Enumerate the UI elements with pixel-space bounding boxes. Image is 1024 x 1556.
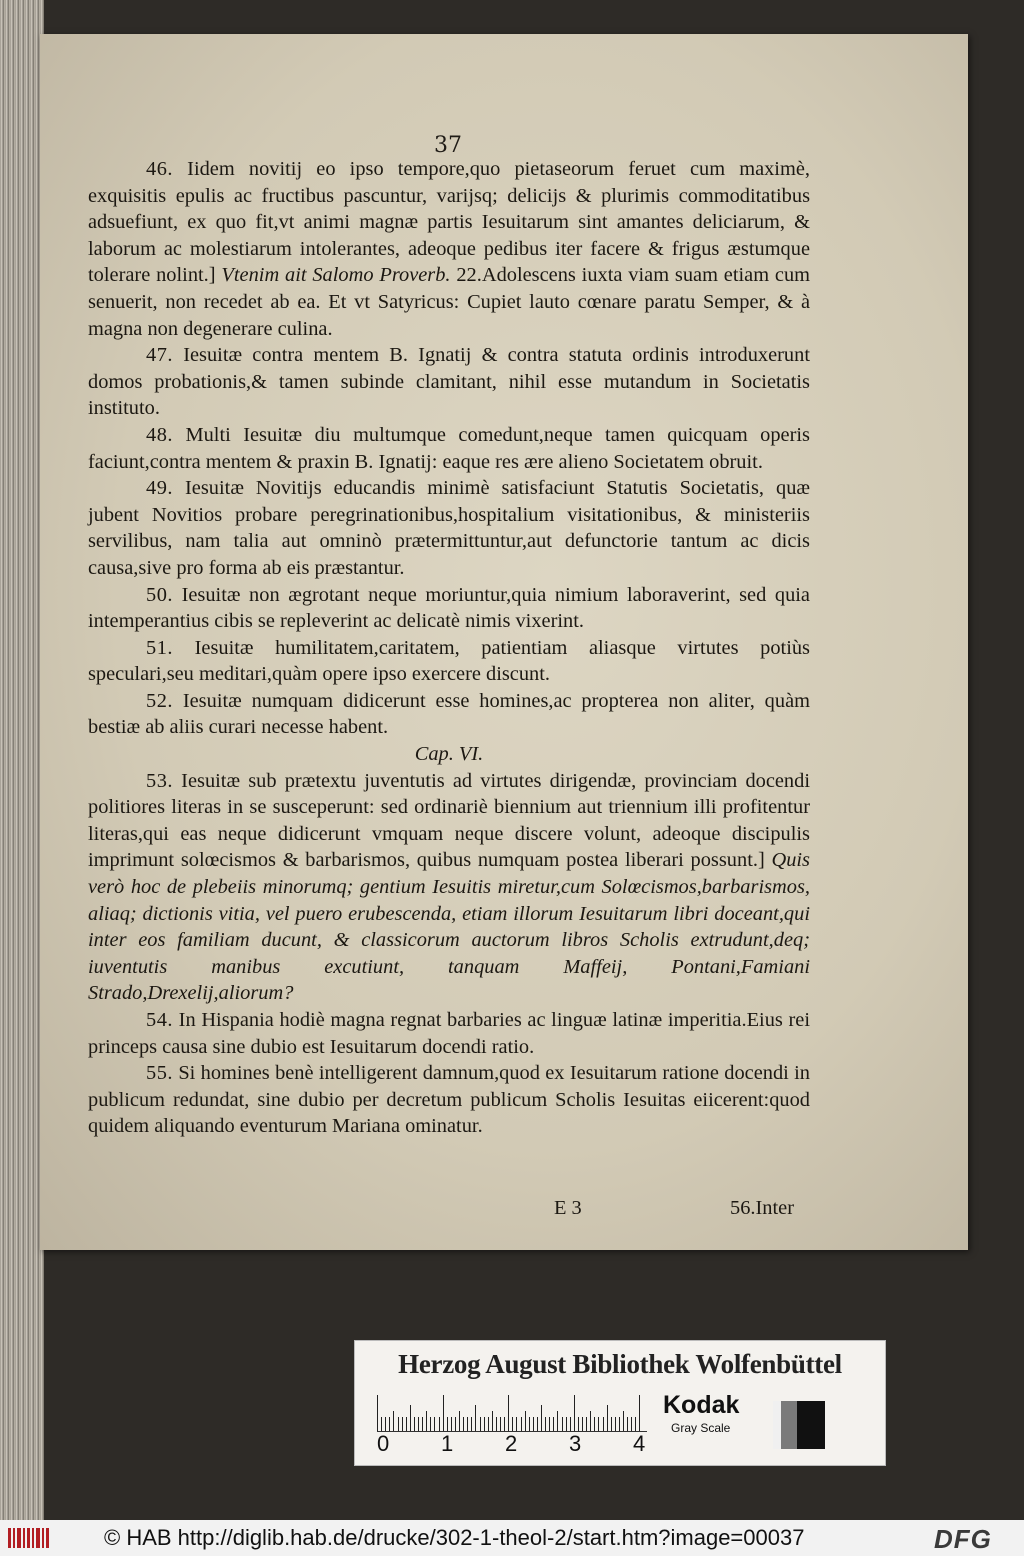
paragraph-tail: 22.Adolescens iuxta viam suam etiam cum senuerit, non recedet ab ea. Et vt Satyricus: Cupiet lauto cœnare paratu Semper, & à magna non degenerare culina. — [88, 264, 811, 340]
page-footer-row — [88, 1193, 794, 1223]
swatch-white — [773, 1401, 781, 1449]
ruler-number: 4 — [633, 1431, 646, 1456]
ruler-number: 1 — [441, 1431, 454, 1456]
ruler-tick — [639, 1395, 640, 1431]
paragraph-number: 50. — [146, 583, 173, 606]
ruler-tick — [553, 1417, 554, 1431]
ruler-tick — [430, 1417, 431, 1431]
ruler-tick — [504, 1417, 505, 1431]
gray-scale-label: Gray Scale — [671, 1421, 731, 1435]
credit-link[interactable]: © HAB http://diglib.hab.de/drucke/302-1-theol-2/start.htm?image=00037 — [104, 1525, 805, 1550]
bottom-bar — [0, 1520, 1024, 1556]
paragraph-50 — [88, 582, 810, 635]
ruler-tick — [512, 1417, 513, 1431]
paragraph-55 — [88, 1060, 810, 1140]
ruler-tick — [574, 1395, 575, 1431]
ruler-tick — [631, 1417, 632, 1431]
ruler-tick — [439, 1417, 440, 1431]
ruler-tick — [381, 1417, 382, 1431]
gray-swatches — [773, 1401, 825, 1449]
ruler-tick — [537, 1417, 538, 1431]
ruler-tick — [525, 1411, 526, 1431]
ruler-tick — [496, 1417, 497, 1431]
paragraph-number: 48. — [146, 423, 173, 446]
ruler-tick — [422, 1417, 423, 1431]
paragraph-text: In Hispania hodiè magna regnat barbaries ac linguæ latinæ imperitia.Eius rei princeps causa sine dubio est Iesuitarum docendi ratio. — [88, 1009, 810, 1058]
paragraph-49 — [88, 475, 810, 581]
paragraph-number: 54. — [146, 1009, 173, 1031]
ruler-tick — [594, 1417, 595, 1431]
paragraph-54 — [88, 1007, 810, 1060]
swatch-gray — [781, 1401, 797, 1449]
paragraph-text: Iesuitæ non ægrotant neque moriuntur,quia nimium laboraverint, sed quia intemperantius cibis se repleverint ac delicatè nimis vixerint. — [88, 583, 810, 633]
ruler-tick — [516, 1417, 517, 1431]
ruler-tick — [402, 1417, 403, 1431]
ruler-tick — [377, 1395, 378, 1431]
ruler-tick — [611, 1417, 612, 1431]
ruler-tick — [566, 1417, 567, 1431]
ruler-tick — [393, 1411, 394, 1431]
ruler-tick — [529, 1417, 530, 1431]
swatch-black — [797, 1401, 825, 1449]
book-edge — [0, 0, 44, 1520]
paragraph-number: 52. — [146, 689, 173, 712]
ruler-tick — [451, 1417, 452, 1431]
barcode-icon — [8, 1526, 50, 1550]
kodak-brand: Kodak — [663, 1391, 740, 1419]
ruler-tick — [410, 1405, 411, 1431]
ruler-tick — [434, 1417, 435, 1431]
ruler-number: 2 — [505, 1431, 518, 1456]
ruler-tick — [557, 1411, 558, 1431]
paragraph-51 — [88, 635, 810, 688]
catchword: 56.Inter — [730, 1197, 794, 1219]
paragraph-text: Multi Iesuitæ diu multumque comedunt,neque tamen quicquam operis faciunt,contra mentem & praxin B. Ignatij: eaque res ære alieno Societatem obruit. — [88, 423, 810, 473]
ruler-tick — [467, 1417, 468, 1431]
ruler-tick — [463, 1417, 464, 1431]
paragraph-text: Si homines benè intelligerent damnum,quod ex Iesuitarum ratione docendi in publicum redundat, sine dubio per decretum publicum Scholis Iesuitas eiicerent:quod quidem aliquando eventurum Mariana ominatur. — [88, 1062, 810, 1138]
ruler-tick — [471, 1417, 472, 1431]
paragraph-number: 53. — [146, 769, 173, 792]
ruler — [377, 1391, 647, 1432]
paragraph-47 — [88, 342, 810, 422]
ruler-tick — [426, 1411, 427, 1431]
ruler-tick — [607, 1405, 608, 1431]
paragraph-italic: Vtenim ait Salomo Proverb. — [221, 264, 451, 287]
ruler-tick — [545, 1417, 546, 1431]
ruler-tick — [414, 1417, 415, 1431]
paragraph-text: Iesuitæ contra mentem B. Ignatij & contra statuta ordinis introduxerunt domos probationis,& tamen subinde clamitant, nihil esse mutandum in Societatis instituto. — [88, 344, 810, 420]
paragraph-number: 46. — [146, 158, 173, 180]
ruler-tick — [385, 1417, 386, 1431]
ruler-tick — [590, 1411, 591, 1431]
ruler-tick — [447, 1417, 448, 1431]
ruler-numbers — [369, 1431, 659, 1461]
ruler-tick — [627, 1417, 628, 1431]
paragraph-text: Iidem novitij eo ipso tempore,quo pietaseorum feruet cum maximè, exquisitis epulis ac fructibus pascuntur, varijsq; delicijs & plurimis commoditatibus adsuefiunt, ex quo fit,vt animi magnæ partis Iesuitarum sint amantes deliciarum, & laborum ac molestiarum intolerantes, adeoque pedibus iter facere & frigus æstumque tolerare nolint.] — [88, 158, 810, 287]
paragraph-text: Iesuitæ humilitatem,caritatem, patientiam aliasque virtutes potiùs speculari,seu meditari,quàm opere ipso exercere discunt. — [88, 636, 810, 686]
ruler-tick — [603, 1417, 604, 1431]
page-text — [88, 156, 810, 1140]
ruler-number: 0 — [377, 1431, 390, 1456]
ruler-tick — [389, 1417, 390, 1431]
ruler-tick — [459, 1411, 460, 1431]
paragraph-52 — [88, 688, 810, 741]
ruler-tick — [455, 1417, 456, 1431]
ruler-tick — [475, 1405, 476, 1431]
ruler-tick — [619, 1417, 620, 1431]
ruler-tick — [598, 1417, 599, 1431]
ruler-tick — [541, 1405, 542, 1431]
ruler-tick — [582, 1417, 583, 1431]
ruler-tick — [398, 1417, 399, 1431]
paragraph-text: Iesuitæ Novitijs educandis minimè satisfaciunt Statutis Societatis, quæ jubent Novitios probare peregrinationibus,hospitalium visitationibus, & ministeriis servilibus, nam talia aut omninò prætermittuntur,aut defunctorie tantum ac dicis causa,sive pro forma ab eis præstantur. — [88, 477, 810, 579]
signature-mark: E 3 — [554, 1197, 582, 1219]
ruler-tick — [578, 1417, 579, 1431]
paragraph-text: Iesuitæ sub prætextu juventutis ad virtutes dirigendæ, provinciam docendi politiores literas in se susceperunt: sed ordinariè biennium aut triennium illi profitentur literas,qui eas neque didicerunt vmquam neque discere volunt, adeoque discipulis imprimunt solœcismos & barbarismos, quibus numquam postea liberari possunt.] — [88, 769, 810, 872]
ruler-tick — [488, 1417, 489, 1431]
ruler-tick — [443, 1395, 444, 1431]
paragraph-53 — [88, 768, 810, 1007]
paragraph-number: 47. — [146, 344, 173, 367]
ruler-tick — [635, 1417, 636, 1431]
ruler-tick — [484, 1417, 485, 1431]
ruler-tick — [480, 1417, 481, 1431]
library-name: Herzog August Bibliothek Wolfenbüttel — [398, 1349, 842, 1379]
ruler-tick — [562, 1417, 563, 1431]
ruler-tick — [500, 1417, 501, 1431]
ruler-number: 3 — [569, 1431, 582, 1456]
ruler-tick — [521, 1417, 522, 1431]
paragraph-46 — [88, 156, 810, 342]
dfg-logo: DFG — [934, 1524, 992, 1554]
ruler-tick — [533, 1417, 534, 1431]
paragraph-number: 55. — [146, 1062, 173, 1085]
ruler-tick — [623, 1411, 624, 1431]
ruler-tick — [615, 1417, 616, 1431]
color-scale-card — [354, 1340, 886, 1466]
paragraph-text: Iesuitæ numquam didicerunt esse homines,ac propterea non aliter, quàm bestiæ ab aliis curari necesse habent. — [88, 689, 810, 739]
ruler-tick — [570, 1417, 571, 1431]
ruler-tick — [418, 1417, 419, 1431]
ruler-tick — [406, 1417, 407, 1431]
ruler-tick — [586, 1417, 587, 1431]
paragraph-number: 49. — [146, 477, 173, 500]
paragraph-48 — [88, 422, 810, 475]
ruler-tick — [508, 1395, 509, 1431]
paragraph-italic: Quis verò hoc de plebeiis minorumq; gentium Iesuitis miretur,cum Solœcismos,barbarismos, aliaq; dictionis vitia, vel puero erubescenda, etiam illorum Iesuitarum libri doceant,qui inter eos familiam ducunt, & classicorum auctorum libros Scholis extrudunt,deq; iuventutis manibus excutiunt, tanquam Maffeij, Pontani,Famiani Strado,Drexelij,aliorum? — [88, 849, 810, 1005]
ruler-tick — [549, 1417, 550, 1431]
paragraph-number: 51. — [146, 636, 173, 659]
ruler-tick — [492, 1411, 493, 1431]
page-number: 37 — [434, 133, 462, 158]
chapter-heading: Cap. VI. — [414, 743, 484, 766]
